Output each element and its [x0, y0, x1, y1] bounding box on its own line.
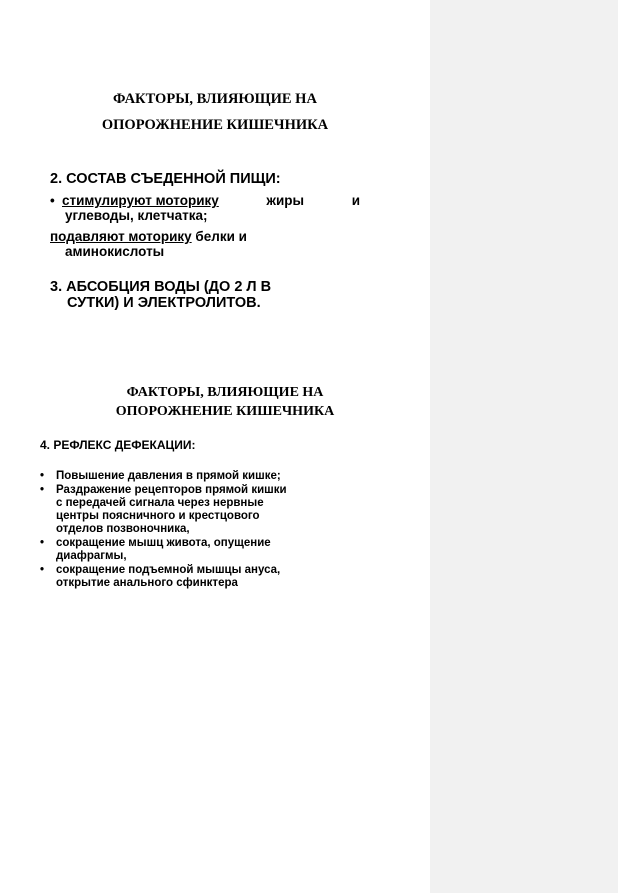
list-item-line: диафрагмы, — [56, 550, 127, 562]
list-item-line: сокращение мышц живота, опущение — [56, 537, 271, 549]
list-item — [40, 470, 370, 483]
list-item-line: Раздражение рецепторов прямой кишки — [56, 484, 287, 496]
underlined-phrase: стимулируют моторику — [62, 193, 219, 208]
list-item-line: с передачей сигнала через нервные — [56, 497, 264, 509]
word: и — [351, 193, 360, 208]
list-item-line: открытие анального сфинктера — [56, 577, 238, 589]
heading-line: 3. АБСОБЦИЯ ВОДЫ (ДО 2 Л В — [50, 279, 272, 295]
bullet-marker: • — [50, 193, 55, 208]
title-line: ОПОРОЖНЕНИЕ КИШЕЧНИКА — [115, 404, 335, 419]
section-2-bullet-1 — [50, 193, 360, 223]
list-item — [40, 484, 370, 536]
list-item-text — [56, 564, 370, 590]
page-gutter — [430, 0, 618, 893]
bullet-continuation: углеводы, клетчатка; — [65, 208, 208, 223]
section-2-heading: 2. СОСТАВ СЪЕДЕННОЙ ПИЩИ: — [50, 171, 281, 187]
underlined-phrase: подавляют моторику — [50, 229, 192, 244]
bullet-marker: • — [40, 484, 45, 496]
list-item-text — [56, 470, 370, 483]
heading-line: СУТКИ) И ЭЛЕКТРОЛИТОВ. — [67, 295, 261, 311]
list-item-line: Повышение давления в прямой кишке; — [56, 470, 281, 482]
list-item-line: сокращение подъемной мышцы ануса, — [56, 564, 281, 576]
bullet-marker: • — [40, 564, 45, 576]
list-item — [40, 564, 370, 590]
word: жиры — [266, 193, 305, 208]
list-item — [40, 537, 370, 563]
bullet-marker: • — [40, 470, 45, 482]
section-4-heading: 4. РЕФЛЕКС ДЕФЕКАЦИИ: — [40, 438, 196, 452]
bullet-marker: • — [40, 537, 45, 549]
slide-title-1 — [50, 86, 380, 138]
list-item-line: отделов позвоночника, — [56, 523, 190, 535]
title-line: ФАКТОРЫ, ВЛИЯЮЩИЕ НА — [126, 385, 324, 400]
section-3-heading — [50, 279, 360, 311]
section-4-list — [40, 470, 370, 591]
bullet-continuation: аминокислоты — [65, 244, 165, 259]
title-line: ОПОРОЖНЕНИЕ КИШЕЧНИКА — [101, 117, 329, 133]
text: белки и — [191, 229, 247, 244]
list-item-text — [56, 537, 370, 563]
list-item-line: центры поясничного и крестцового — [56, 510, 260, 522]
section-2-bullet-2 — [50, 229, 360, 259]
slide-title-2 — [60, 383, 390, 421]
title-line: ФАКТОРЫ, ВЛИЯЮЩИЕ НА — [113, 91, 317, 107]
list-item-text — [56, 484, 370, 536]
